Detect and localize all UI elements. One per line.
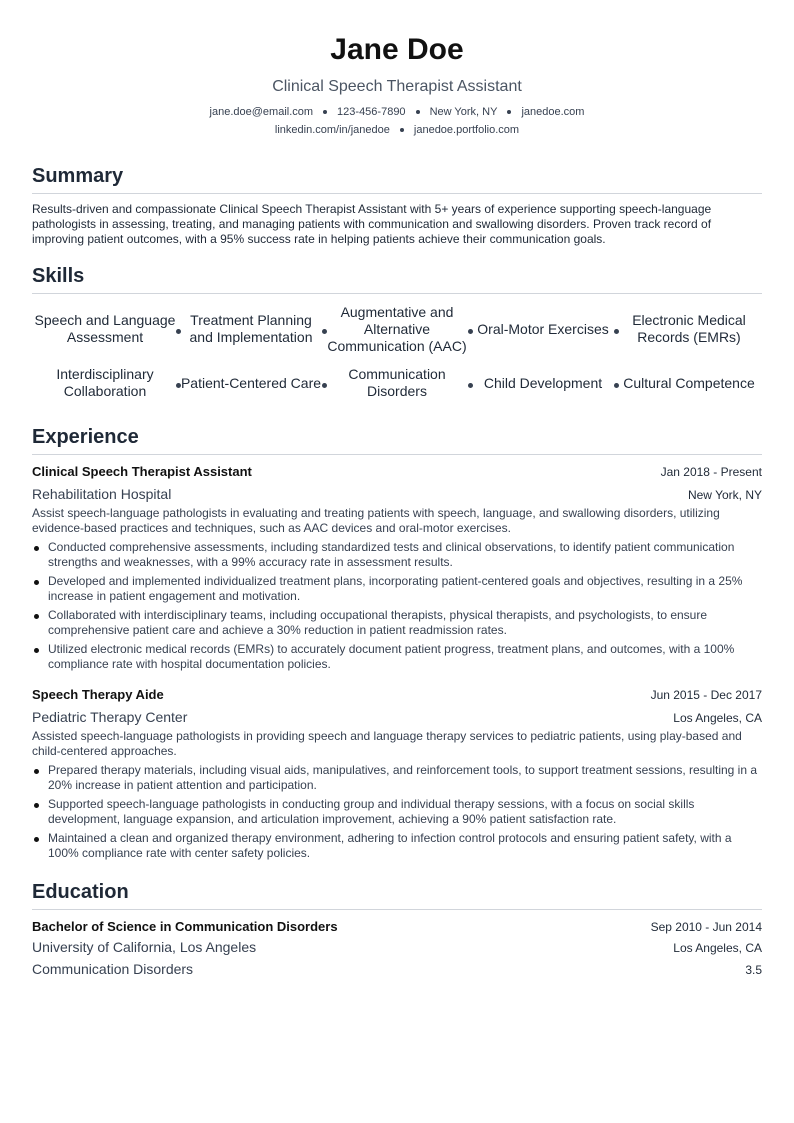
list-item	[32, 574, 762, 604]
section-divider	[32, 454, 762, 455]
skill-label: Patient-Centered Care	[180, 374, 322, 391]
job-dates: Jan 2018 - Present	[660, 465, 762, 479]
education-header	[32, 918, 762, 936]
skill-item	[32, 312, 178, 346]
contact-phone[interactable]: 123-456-7890	[337, 106, 406, 118]
skills-row	[32, 294, 762, 364]
list-item	[32, 763, 762, 793]
skill-label: Treatment Planning and Implementation	[189, 312, 313, 345]
bullet-text: Collaborated with interdisciplinary teams, including occupational therapists, physical therapists, and psychologists, to ensure comprehensive patient care and achieve a 30% reduction in patient readmission rates.	[48, 608, 708, 637]
experience-section	[32, 424, 762, 861]
skill-label: Oral-Motor Exercises	[477, 320, 609, 337]
education-degree: Bachelor of Science in Communication Disorders	[32, 919, 338, 934]
skill-label: Interdisciplinary Collaboration	[56, 366, 154, 399]
separator-dot	[416, 110, 420, 114]
list-item	[32, 797, 762, 827]
bullet-text: Prepared therapy materials, including visual aids, manipulatives, and reinforcement tools, to support treatment sessions, resulting in a 20% increase in patient attention and participation.	[48, 763, 758, 792]
contact-email[interactable]: jane.doe@email.com	[209, 106, 314, 118]
job-organization: Pediatric Therapy Center	[32, 709, 188, 725]
skill-label: Child Development	[483, 374, 603, 391]
bullet-icon	[34, 580, 39, 585]
separator-dot	[323, 110, 327, 114]
summary-heading: Summary	[32, 165, 124, 187]
skill-item	[178, 312, 324, 346]
skill-label: Augmentative and Alternative Communication (AAC)	[327, 303, 467, 354]
bullet-icon	[34, 837, 39, 842]
candidate-name: Jane Doe	[330, 33, 464, 66]
job-header	[32, 686, 762, 704]
bullet-text: Maintained a clean and organized therapy environment, adhering to infection control protocols and ensuring patient safety, with a 100% compliance rate with center safety policies.	[48, 831, 732, 860]
bullet-text: Supported speech-language pathologists in conducting group and individual therapy sessions, with a focus on social skills development, language expansion, and articulation improvement, achieving a 90% patient satisfaction rate.	[48, 797, 695, 826]
skill-item	[178, 375, 324, 392]
skill-label: Electronic Medical Records (EMRs)	[632, 312, 746, 345]
job-entry	[32, 463, 762, 672]
education-section	[32, 879, 762, 980]
bullet-icon	[34, 546, 39, 551]
skill-label: Communication Disorders	[348, 366, 446, 399]
bullet-icon	[34, 614, 39, 619]
job-org-row	[32, 704, 762, 728]
education-field-row	[32, 958, 762, 980]
education-field: Communication Disorders	[32, 961, 194, 977]
education-entry	[32, 918, 762, 980]
bullet-text: Utilized electronic medical records (EMRs) to accurately document patient progress, treatment plans, and outcomes, with a 100% compliance rate with hospital documentation policies.	[48, 642, 735, 671]
experience-heading: Experience	[32, 426, 139, 448]
skill-item	[32, 366, 178, 400]
separator-dot	[507, 110, 511, 114]
job-location: Los Angeles, CA	[673, 711, 762, 725]
contact-portfolio[interactable]: janedoe.portfolio.com	[413, 124, 520, 136]
education-heading: Education	[32, 881, 129, 903]
skill-item	[470, 375, 616, 392]
job-title: Speech Therapy Aide	[32, 687, 164, 702]
contact-location: New York, NY	[429, 106, 498, 118]
contact-line-1	[32, 103, 762, 121]
list-item	[32, 642, 762, 672]
bullet-text: Developed and implemented individualized treatment plans, incorporating patient-centered goals and objectives, resulting in a 25% increase in patient engagement and motivation.	[48, 574, 743, 603]
skill-item	[616, 312, 762, 346]
skills-section	[32, 263, 762, 402]
education-gpa: 3.5	[745, 963, 762, 977]
education-dates: Sep 2010 - Jun 2014	[650, 920, 762, 934]
bullet-icon	[34, 803, 39, 808]
section-divider	[32, 909, 762, 910]
job-description: Assist speech-language pathologists in evaluating and treating patients with speech, language, and swallowing disorders, utilizing evidence-based practices and techniques, such as AAC devices and oral-motor exercises.	[32, 506, 720, 535]
skill-item	[470, 321, 616, 338]
education-school-row	[32, 936, 762, 958]
summary-section	[32, 163, 762, 247]
job-bullets	[32, 540, 762, 672]
contact-linkedin[interactable]: linkedin.com/in/janedoe	[274, 124, 390, 136]
summary-text: Results-driven and compassionate Clinical Speech Therapist Assistant with 5+ years of experience supporting speech-language pathologists in assessing, treating, and managing patients with communication and swallowing disorders. Proven track record of improving patient outcomes, with a 95% success rate in helping patients achieve their communication goals.	[32, 202, 712, 246]
skills-row	[32, 364, 762, 402]
skill-item	[616, 375, 762, 392]
resume-header	[32, 0, 762, 139]
education-location: Los Angeles, CA	[673, 941, 762, 955]
bullet-text: Conducted comprehensive assessments, including standardized tests and clinical observations, to identify patient communication strengths and weaknesses, with a 99% accuracy rate in assessment results.	[48, 540, 735, 569]
skill-item	[324, 304, 470, 355]
skill-item	[324, 366, 470, 400]
job-header	[32, 463, 762, 481]
contact-line-2	[32, 121, 762, 139]
job-entry	[32, 686, 762, 861]
list-item	[32, 831, 762, 861]
list-item	[32, 608, 762, 638]
job-location: New York, NY	[687, 488, 762, 502]
skills-heading: Skills	[32, 265, 85, 287]
bullet-icon	[34, 769, 39, 774]
job-dates: Jun 2015 - Dec 2017	[650, 688, 762, 702]
section-divider	[32, 193, 762, 194]
job-org-row	[32, 481, 762, 505]
contact-website[interactable]: janedoe.com	[521, 106, 585, 118]
bullet-icon	[34, 648, 39, 653]
separator-dot	[400, 128, 404, 132]
job-description: Assisted speech-language pathologists in providing speech and language therapy services to pediatric patients, using play-based and child-centered approaches.	[32, 729, 742, 758]
list-item	[32, 540, 762, 570]
skill-label: Cultural Competence	[623, 374, 755, 391]
job-bullets	[32, 763, 762, 861]
job-title: Clinical Speech Therapist Assistant	[32, 464, 252, 479]
skill-label: Speech and Language Assessment	[34, 312, 176, 345]
candidate-title: Clinical Speech Therapist Assistant	[272, 78, 522, 95]
education-school: University of California, Los Angeles	[32, 939, 257, 955]
job-organization: Rehabilitation Hospital	[32, 486, 172, 502]
